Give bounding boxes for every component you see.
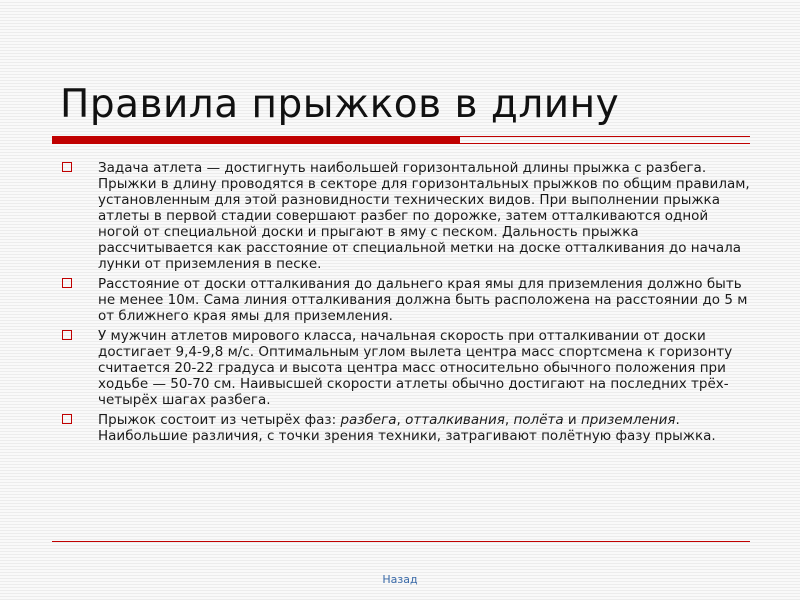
bullet-text <box>98 328 732 408</box>
text-run: , <box>504 412 514 428</box>
title-underline-thin-lower <box>460 143 750 144</box>
text-run: У мужчин атлетов мирового класса, начальная скорость при отталкивании от доски достигает 9,4-9,8 м/с. Оптимальным углом вылета центра масс спортсмена к горизонту считается 20-22 градуса и высота центра масс относительно обычного положения при ходьбе — 50-70 см. Наивысшей скорости атлеты обычно достигают на последних трёх-четырёх шагах разбега. <box>98 328 733 408</box>
bullet-text <box>98 412 716 444</box>
back-link[interactable]: Назад <box>382 573 418 586</box>
text-run: . Наибольшие различия, с точки зрения техники, затрагивают полётную фазу прыжка. <box>98 412 716 444</box>
bullet-item <box>62 328 752 408</box>
bullet-item <box>62 276 752 324</box>
bullet-list <box>62 160 752 448</box>
text-run: , <box>396 412 406 428</box>
square-bullet-icon <box>62 414 72 424</box>
square-bullet-icon <box>62 278 72 288</box>
bullet-item <box>62 412 752 444</box>
slide-title: Правила прыжков в длину <box>60 82 620 127</box>
text-run-italic: приземления <box>580 412 676 428</box>
text-run: Расстояние от доски отталкивания до дальнего края ямы для приземления должно быть не менее 10м. Сама линия отталкивания должна быть расположена на расстоянии до 5 м от ближнего края ямы для приземления. <box>98 276 748 324</box>
bullet-item <box>62 160 752 272</box>
text-run: и <box>563 412 581 428</box>
square-bullet-icon <box>62 162 72 172</box>
text-run-italic: отталкивания <box>405 412 505 428</box>
bullet-text <box>98 276 747 324</box>
text-run: Задача атлета — достигнуть наибольшей горизонтальной длины прыжка с разбега. Прыжки в длину проводятся в секторе для горизонтальных прыжков по общим правилам, установленным для этой разновидности технических видов. При выполнении прыжка атлеты в первой стадии совершают разбег по дорожке, затем отталкиваются одной ногой от специальной доски и прыгают в яму с песком. Дальность прыжка рассчитывается как расстояние от специальной метки на доске отталкивания до начала лунки от приземления в песке. <box>98 160 750 272</box>
square-bullet-icon <box>62 330 72 340</box>
footer-divider <box>52 541 750 542</box>
text-run-italic: разбега <box>340 412 397 428</box>
text-run-italic: полёта <box>513 412 564 428</box>
text-run: Прыжок состоит из четырёх фаз: <box>98 412 341 428</box>
title-underline-thick <box>52 136 460 144</box>
bullet-text <box>98 160 750 272</box>
